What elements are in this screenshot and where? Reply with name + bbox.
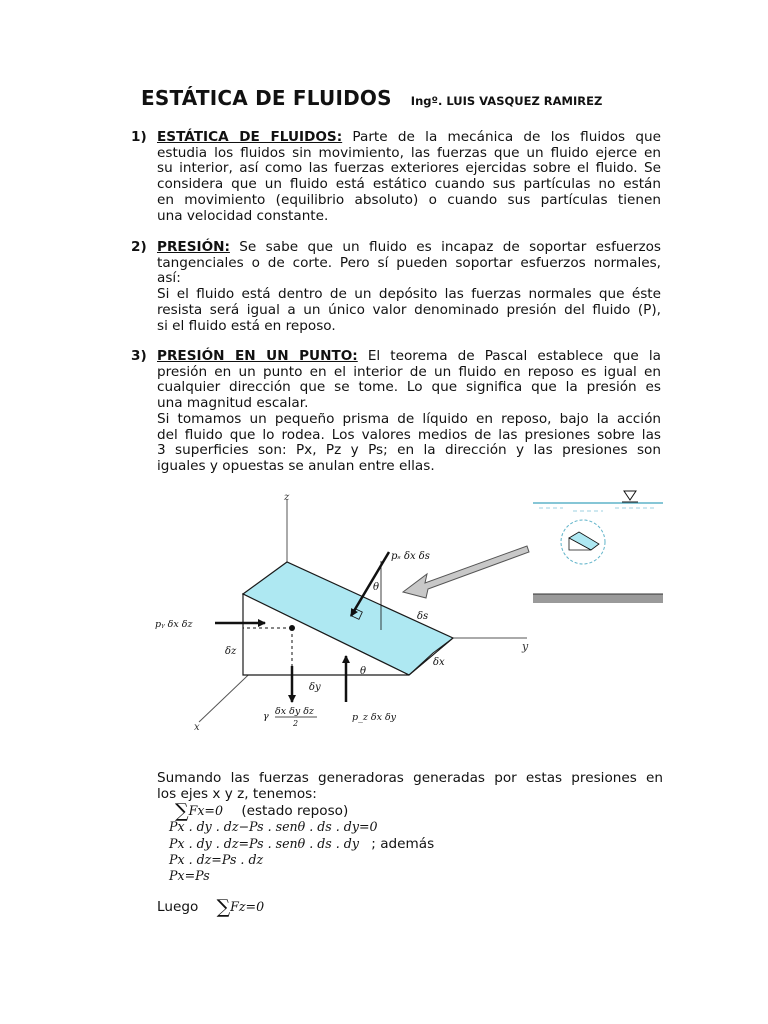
- ps-force-label: pₛ δx δs: [391, 551, 430, 562]
- equation-sum-fz: [157, 895, 663, 918]
- section-1: [131, 130, 661, 224]
- tank-bottom: [533, 594, 663, 603]
- weight-numerator: δx δy δz: [275, 706, 314, 717]
- paragraph-line: resista será igual a un único valor denominado presión del fluido (P),: [157, 301, 661, 318]
- equation: Px . dy . dz−Ps . senθ . ds . dy=0: [169, 819, 378, 835]
- section-2: [131, 240, 661, 334]
- section-number: 1): [131, 129, 147, 145]
- equation: Px . dy . dz=Ps . senθ . ds . dy: [169, 835, 359, 851]
- y-axis-label: y: [522, 640, 529, 653]
- equation: Px . dz=Ps . dz: [169, 852, 264, 868]
- equation: Px=Ps: [169, 868, 210, 884]
- paragraph-line: estudia los fluidos sin movimiento, las fuerzas que un fluido ejerce en: [157, 144, 661, 161]
- paragraph-line: Si el fluido está dentro de un depósito las fuerzas normales que éste: [157, 286, 661, 303]
- equation-note: (estado reposo): [241, 802, 349, 819]
- gamma-label: γ: [263, 711, 269, 722]
- paragraph-line: Sumando las fuerzas generadoras generadas por estas presiones en: [157, 770, 663, 786]
- tank-inset: [533, 488, 663, 608]
- title-row: [141, 86, 602, 110]
- prism-diagram: [155, 488, 533, 732]
- dx-label: δx: [433, 657, 445, 668]
- paragraph-line: así:: [157, 270, 181, 287]
- theta-bottom-label: θ: [360, 666, 367, 677]
- section-body: [157, 349, 661, 475]
- paragraph-line: Parte de la mecánica de los fluidos que: [342, 129, 661, 145]
- z-axis-label: z: [284, 492, 290, 503]
- paragraph-line: iguales y opuestas se anulan entre ellas.: [157, 457, 435, 474]
- paragraph-line: si el fluido está en reposo.: [157, 317, 336, 334]
- equation-line: [157, 868, 663, 884]
- paragraph-line: una magnitud escalar.: [157, 395, 309, 412]
- equation: Fx=0: [188, 802, 223, 818]
- paragraph-line: Si tomamos un pequeño prisma de líquido en reposo, bajo la acción: [157, 410, 661, 427]
- equation-note: ; además: [371, 835, 435, 852]
- paragraph-line: presión en un punto en el interior de un fluido en reposo es igual en: [157, 363, 661, 380]
- paragraph-line: en movimiento (equilibrio absoluto) o cuando sus partículas tienen: [157, 191, 661, 208]
- sigma-symbol: ∑: [216, 895, 231, 918]
- dz-label: δz: [225, 646, 237, 657]
- px-force-label: pᵧ δx δz: [155, 619, 193, 630]
- section-number: 2): [131, 239, 147, 255]
- equation-line: [157, 836, 663, 852]
- equation-line: [157, 852, 663, 868]
- section-body: [157, 240, 661, 334]
- dy-label: δy: [309, 682, 321, 693]
- section-number: 3): [131, 348, 147, 364]
- pz-force-label: p_z δx δy: [352, 712, 397, 723]
- paragraph-line: El teorema de Pascal establece que la: [357, 348, 661, 364]
- free-surface-marker-icon: [624, 491, 636, 500]
- luego-text: Luego: [157, 898, 199, 915]
- weight-denominator: 2: [293, 719, 299, 728]
- page-title: ESTÁTICA DE FLUIDOS: [141, 86, 392, 110]
- paragraph-line: del fluido que lo rodea. Los valores medios de las presiones sobre las: [157, 426, 661, 443]
- x-axis-label: x: [194, 722, 200, 732]
- sigma-symbol: ∑: [175, 799, 189, 822]
- paragraph-line: 3 superficies son: Px, Pz y Ps; en la dirección y las presiones son: [157, 442, 661, 459]
- paragraph-line: cualquier dirección que se tome. Lo que significa que la presión es: [157, 379, 661, 396]
- paragraph-line: considera que un fluido está estático cuando sus partículas no están: [157, 176, 661, 193]
- section-body: [157, 130, 661, 224]
- section-heading: PRESIÓN EN UN PUNTO:: [157, 348, 358, 364]
- paragraph-line: los ejes x y z, tenemos:: [157, 786, 317, 803]
- paragraph-line: Se sabe que un fluido es incapaz de soportar esfuerzos: [229, 239, 661, 255]
- equation-line: [157, 819, 663, 835]
- theta-top-label: θ: [373, 582, 380, 593]
- paragraph-line: tangenciales o de corte. Pero sí pueden soportar esfuerzos normales,: [157, 254, 661, 271]
- ds-label: δs: [417, 611, 429, 622]
- equation: Fz=0: [230, 898, 265, 914]
- equations-block: [157, 770, 663, 918]
- section-heading: PRESIÓN:: [157, 239, 230, 255]
- section-heading: ESTÁTICA DE FLUIDOS:: [157, 129, 343, 145]
- author-name: Ingº. LUIS VASQUEZ RAMIREZ: [410, 94, 603, 108]
- paragraph-line: una velocidad constante.: [157, 207, 329, 224]
- section-3: [131, 349, 661, 475]
- equation-sum-fx: [157, 799, 663, 822]
- paragraph-line: su interior, así como las fuerzas exteriores ejercidas sobre el fluido. Se: [157, 160, 661, 177]
